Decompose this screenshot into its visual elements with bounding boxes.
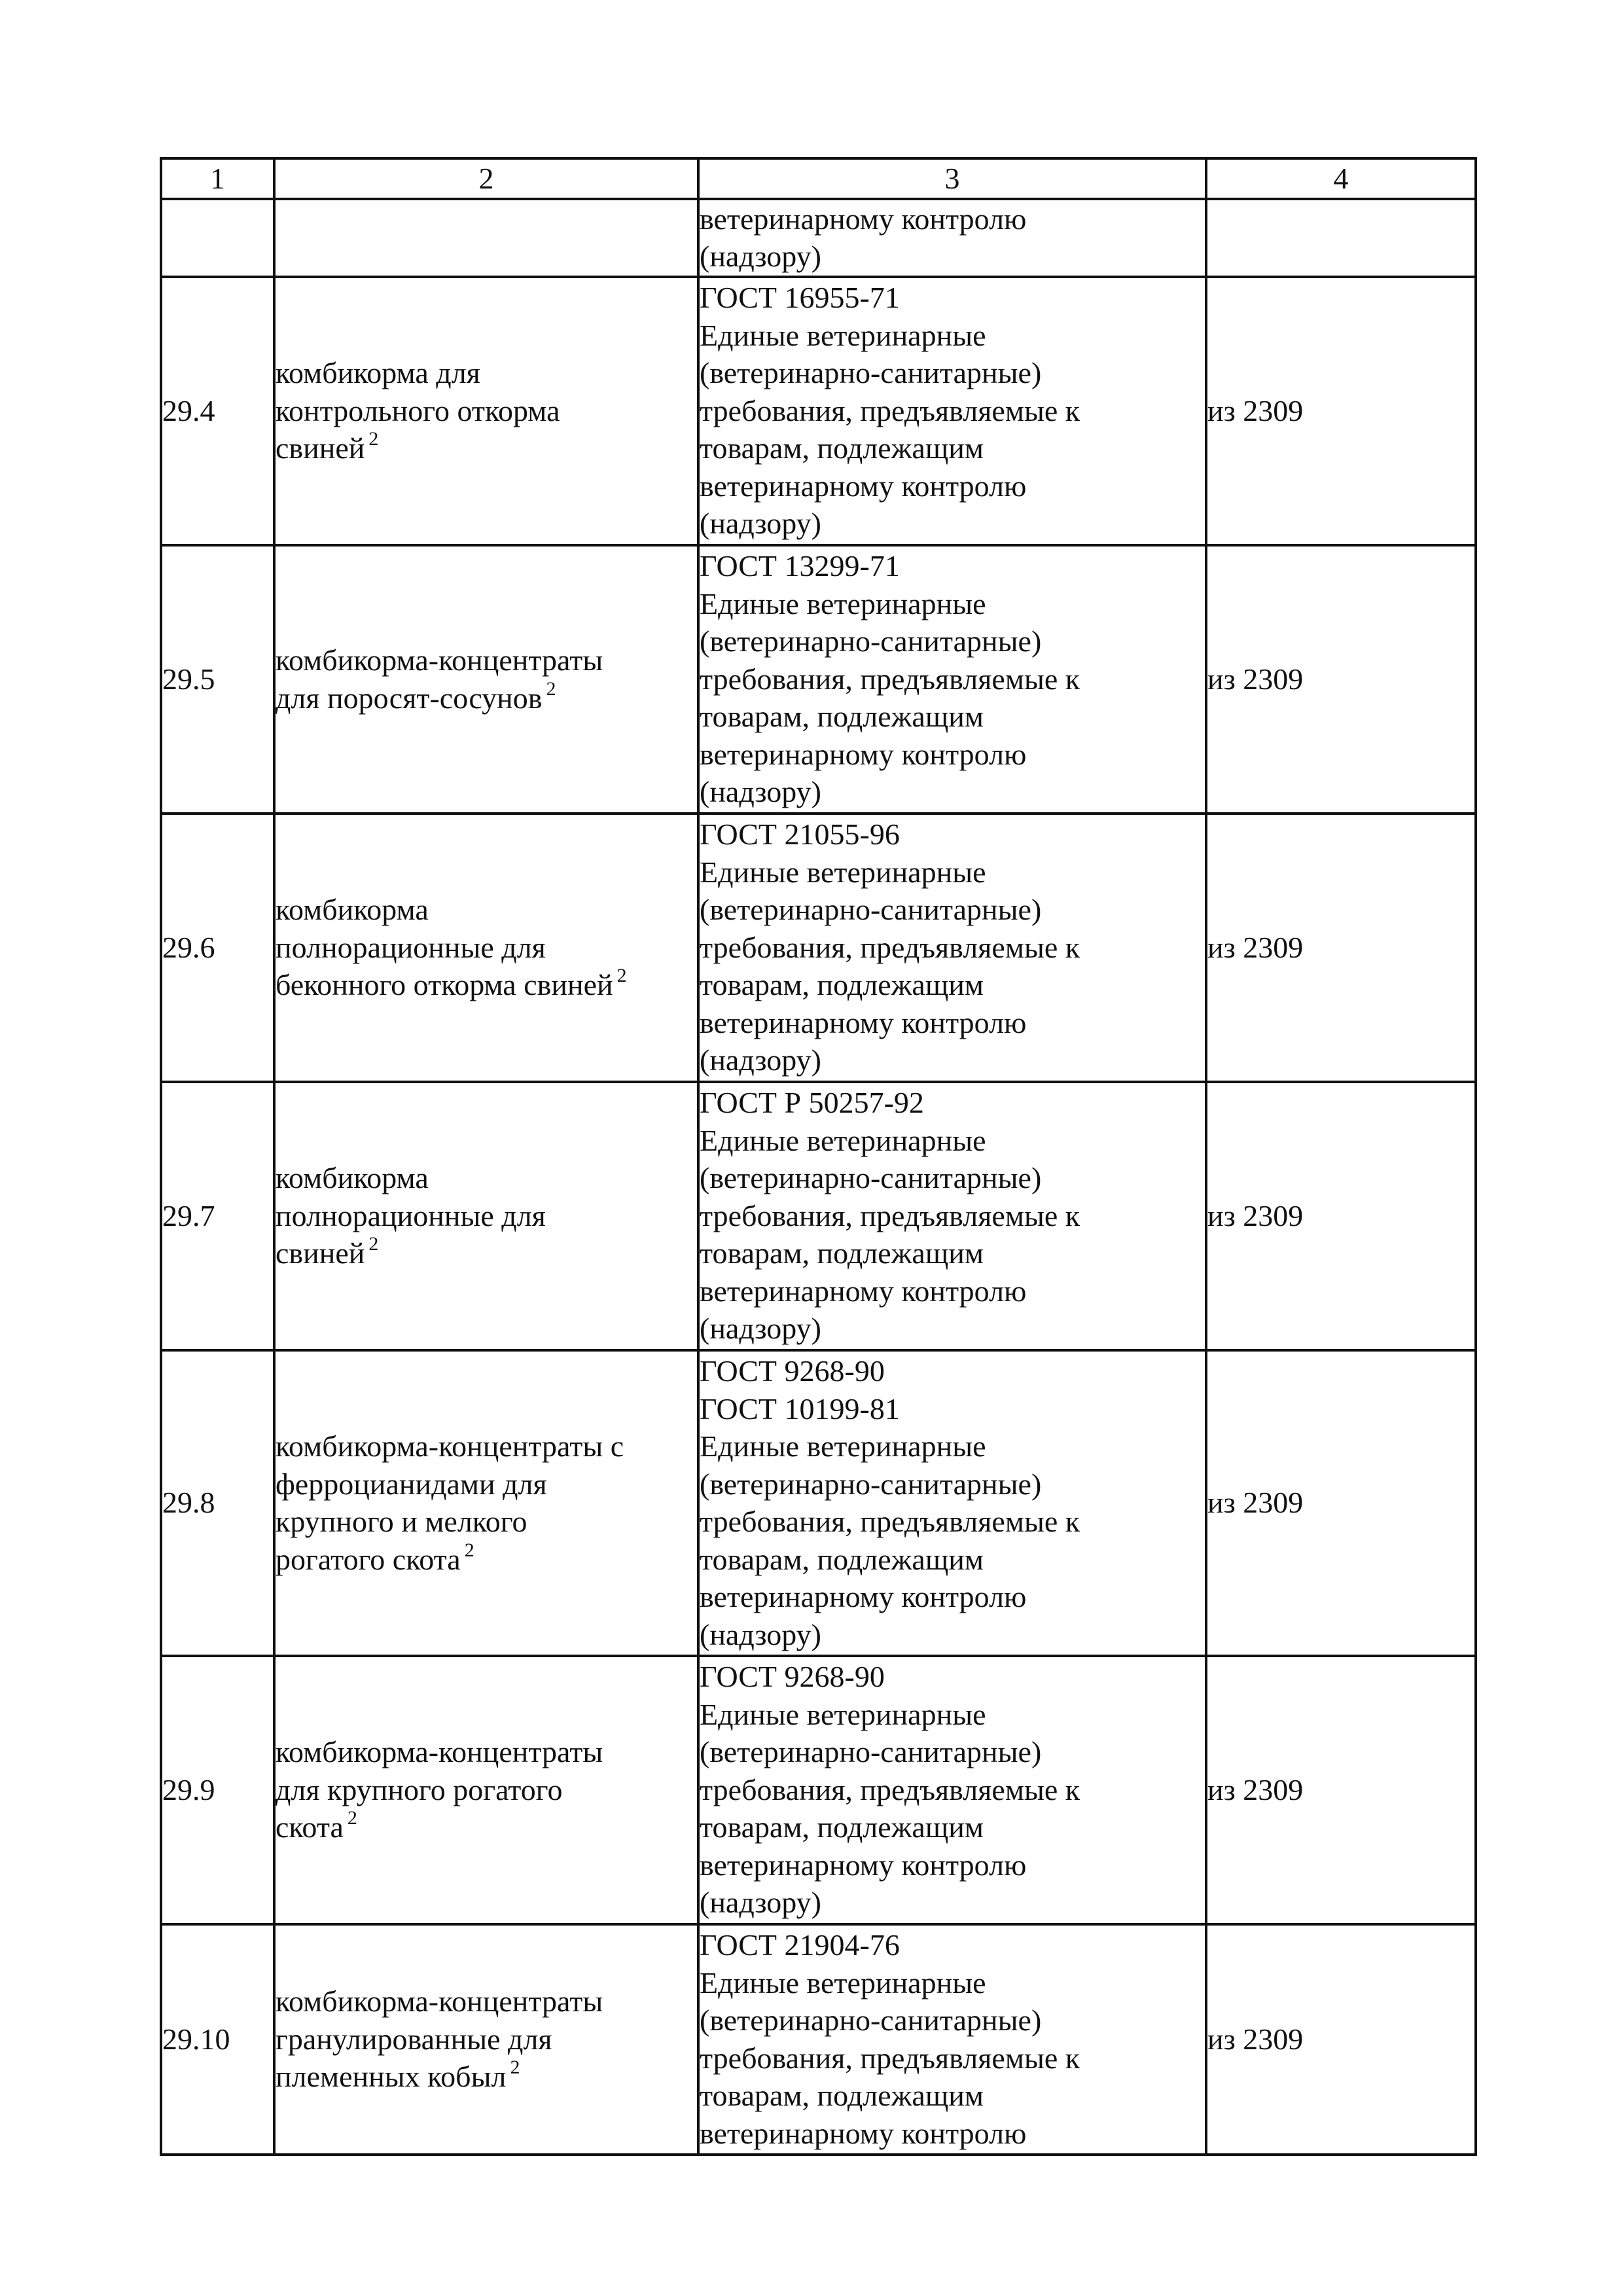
- table-row: [161, 1350, 1476, 1656]
- standard-reference-line: ГОСТ 21904-76: [700, 1928, 900, 1962]
- product-name-line: [276, 1982, 697, 2020]
- standard-reference-line: (ветеринарно-санитарные): [700, 2003, 1042, 2037]
- table-row: [161, 814, 1476, 1082]
- standard-reference-line: ГОСТ 21055-96: [700, 817, 900, 852]
- product-name-text: комбикорма: [276, 893, 429, 927]
- product-name-text: комбикорма-концентраты: [276, 1984, 603, 2018]
- table-row: [161, 1082, 1476, 1350]
- product-name-line: [276, 891, 697, 929]
- item-number-cell: 29.4: [161, 277, 274, 545]
- standard-reference-cell: [698, 1656, 1206, 1924]
- product-name-line: [276, 1159, 697, 1197]
- product-name-line: [276, 1197, 697, 1235]
- item-number-cell: 29.8: [161, 1350, 274, 1656]
- standard-reference-line: (ветеринарно-санитарные): [700, 1161, 1042, 1195]
- standard-reference-line: ГОСТ 10199-81: [700, 1391, 900, 1426]
- standard-reference-line: Единые ветеринарные: [700, 855, 986, 889]
- standard-reference-line: ГОСТ Р 50257-92: [700, 1086, 924, 1120]
- product-name-line: [276, 429, 697, 467]
- column-number-4: 4: [1206, 158, 1476, 199]
- standard-reference-line: требования, предъявляемые к: [700, 662, 1080, 696]
- standard-reference-line: ветеринарному контролю: [700, 1580, 1027, 1613]
- product-name-cell: [274, 545, 698, 814]
- standard-reference-cell: [698, 814, 1206, 1082]
- product-name-cell: [274, 1350, 698, 1656]
- product-name-line: [276, 1771, 697, 1809]
- product-name-text: рогатого скота: [276, 1542, 461, 1576]
- table-row: [161, 199, 1476, 277]
- standard-reference-line: (ветеринарно-санитарные): [700, 624, 1042, 658]
- standard-reference-cell: [698, 199, 1206, 277]
- standard-reference-cell: [698, 1082, 1206, 1350]
- product-name-text: для крупного рогатого: [276, 1772, 563, 1806]
- standard-reference-line: ветеринарному контролю: [700, 1848, 1027, 1882]
- table-row: [161, 1924, 1476, 2155]
- product-name-line: [276, 1733, 697, 1771]
- standard-reference-line: ГОСТ 9268-90: [700, 1354, 885, 1388]
- product-name-text: полнорационные для: [276, 930, 546, 964]
- standard-reference-line: (надзору): [700, 507, 821, 541]
- standard-reference-line: (надзору): [700, 1886, 821, 1920]
- commodity-code-cell: из 2309: [1206, 1082, 1476, 1350]
- standard-reference-cell: [698, 1924, 1206, 2155]
- standard-reference-line: требования, предъявляемые к: [700, 930, 1080, 964]
- item-number-cell: 29.9: [161, 1656, 274, 1924]
- product-name-text: комбикорма: [276, 1161, 429, 1195]
- item-number-cell: [161, 199, 274, 277]
- standard-reference-line: Единые ветеринарные: [700, 1429, 986, 1463]
- footnote-marker: 2: [464, 1539, 474, 1561]
- product-name-text: крупного и мелкого: [276, 1505, 527, 1538]
- regulation-table: [160, 157, 1477, 2156]
- product-name-line: [276, 2058, 697, 2096]
- standard-reference-line: требования, предъявляемые к: [700, 1198, 1080, 1232]
- table-body: [161, 199, 1476, 2155]
- standard-reference-line: (надзору): [700, 775, 821, 809]
- column-number-row: [161, 158, 1476, 199]
- footnote-marker: 2: [546, 677, 556, 700]
- standard-reference-line: (ветеринарно-санитарные): [700, 356, 1042, 390]
- product-name-line: [276, 354, 697, 392]
- standard-reference-line: товарам, подлежащим: [700, 968, 984, 1002]
- product-name-cell: [274, 1924, 698, 2155]
- standard-reference-line: требования, предъявляемые к: [700, 1505, 1080, 1538]
- commodity-code-cell: из 2309: [1206, 1656, 1476, 1924]
- footnote-marker: 2: [368, 1233, 379, 1255]
- standard-reference-line: товарам, подлежащим: [700, 1542, 984, 1576]
- product-name-cell: [274, 1082, 698, 1350]
- standard-reference-cell: [698, 1350, 1206, 1656]
- standard-reference-line: ветеринарному контролю: [700, 737, 1027, 771]
- product-name-cell: [274, 277, 698, 545]
- product-name-text: комбикорма-концентраты: [276, 1735, 603, 1769]
- standard-reference-line: требования, предъявляемые к: [700, 393, 1080, 427]
- product-name-text: свиней: [276, 431, 365, 465]
- product-name-text: ферроцианидами для: [276, 1467, 547, 1501]
- standard-reference-line: (ветеринарно-санитарные): [700, 1467, 1042, 1501]
- standard-reference-line: ветеринарному контролю: [700, 2116, 1027, 2150]
- commodity-code-cell: [1206, 199, 1476, 277]
- footnote-marker: 2: [368, 428, 379, 450]
- product-name-line: [276, 1503, 697, 1541]
- product-name-line: [276, 1808, 697, 1846]
- column-number-3: 3: [698, 158, 1206, 199]
- column-number-1: 1: [161, 158, 274, 199]
- standard-reference-cell: [698, 545, 1206, 814]
- item-number-cell: 29.5: [161, 545, 274, 814]
- product-name-cell: [274, 814, 698, 1082]
- product-name-text: племенных кобыл: [276, 2060, 507, 2094]
- standard-reference-line: (надзору): [700, 240, 821, 273]
- commodity-code-cell: из 2309: [1206, 1350, 1476, 1656]
- standard-reference-line: (надзору): [700, 1617, 821, 1651]
- standard-reference-line: Единые ветеринарные: [700, 1965, 986, 2000]
- standard-reference-line: ГОСТ 9268-90: [700, 1660, 885, 1694]
- standard-reference-line: ветеринарному контролю: [700, 469, 1027, 503]
- product-name-text: гранулированные для: [276, 2022, 552, 2056]
- standard-reference-line: ветеринарному контролю: [700, 1005, 1027, 1039]
- footnote-marker: 2: [616, 965, 627, 987]
- standard-reference-line: (надзору): [700, 1043, 821, 1077]
- standard-reference-line: ветеринарному контролю: [700, 1274, 1027, 1308]
- product-name-line: [276, 1541, 697, 1579]
- standard-reference-line: товарам, подлежащим: [700, 700, 984, 734]
- standard-reference-cell: [698, 277, 1206, 545]
- product-name-text: комбикорма-концентраты: [276, 643, 603, 677]
- product-name-line: [276, 1465, 697, 1503]
- product-name-text: беконного откорма свиней: [276, 968, 613, 1002]
- product-name-line: [276, 966, 697, 1004]
- product-name-text: комбикорма для: [276, 356, 480, 390]
- standard-reference-line: товарам, подлежащим: [700, 1236, 984, 1270]
- standard-reference-line: Единые ветеринарные: [700, 586, 986, 620]
- standard-reference-line: требования, предъявляемые к: [700, 1772, 1080, 1806]
- table-row: [161, 277, 1476, 545]
- product-name-cell: [274, 199, 698, 277]
- item-number-cell: 29.10: [161, 1924, 274, 2155]
- standard-reference-line: ветеринарному контролю: [700, 202, 1027, 236]
- standard-reference-line: ГОСТ 16955-71: [700, 281, 900, 315]
- standard-reference-line: Единые ветеринарные: [700, 1697, 986, 1731]
- standard-reference-line: Единые ветеринарные: [700, 1123, 986, 1157]
- item-number-cell: 29.7: [161, 1082, 274, 1350]
- standard-reference-line: (надзору): [700, 1312, 821, 1346]
- footnote-marker: 2: [510, 2056, 520, 2079]
- product-name-line: [276, 392, 697, 430]
- standard-reference-line: товарам, подлежащим: [700, 431, 984, 465]
- commodity-code-cell: из 2309: [1206, 277, 1476, 545]
- standard-reference-line: товарам, подлежащим: [700, 1810, 984, 1844]
- item-number-cell: 29.6: [161, 814, 274, 1082]
- standard-reference-line: (ветеринарно-санитарные): [700, 893, 1042, 927]
- standard-reference-line: требования, предъявляемые к: [700, 2041, 1080, 2075]
- product-name-text: свиней: [276, 1236, 365, 1270]
- product-name-line: [276, 2020, 697, 2058]
- footnote-marker: 2: [347, 1807, 357, 1829]
- product-name-line: [276, 679, 697, 717]
- standard-reference-line: ГОСТ 13299-71: [700, 549, 900, 583]
- product-name-text: полнорационные для: [276, 1198, 546, 1232]
- product-name-line: [276, 1234, 697, 1272]
- product-name-line: [276, 1427, 697, 1465]
- commodity-code-cell: из 2309: [1206, 1924, 1476, 2155]
- product-name-text: контрольного откорма: [276, 393, 560, 427]
- standard-reference-line: товарам, подлежащим: [700, 2079, 984, 2112]
- commodity-code-cell: из 2309: [1206, 814, 1476, 1082]
- product-name-text: комбикорма-концентраты с: [276, 1429, 624, 1463]
- standard-reference-line: (ветеринарно-санитарные): [700, 1735, 1042, 1769]
- product-name-text: скота: [276, 1810, 344, 1844]
- product-name-line: [276, 641, 697, 679]
- standard-reference-line: Единые ветеринарные: [700, 318, 986, 352]
- product-name-line: [276, 929, 697, 967]
- product-name-text: для поросят-сосунов: [276, 681, 543, 715]
- commodity-code-cell: из 2309: [1206, 545, 1476, 814]
- table-row: [161, 1656, 1476, 1924]
- table-row: [161, 545, 1476, 814]
- column-number-2: 2: [274, 158, 698, 199]
- product-name-cell: [274, 1656, 698, 1924]
